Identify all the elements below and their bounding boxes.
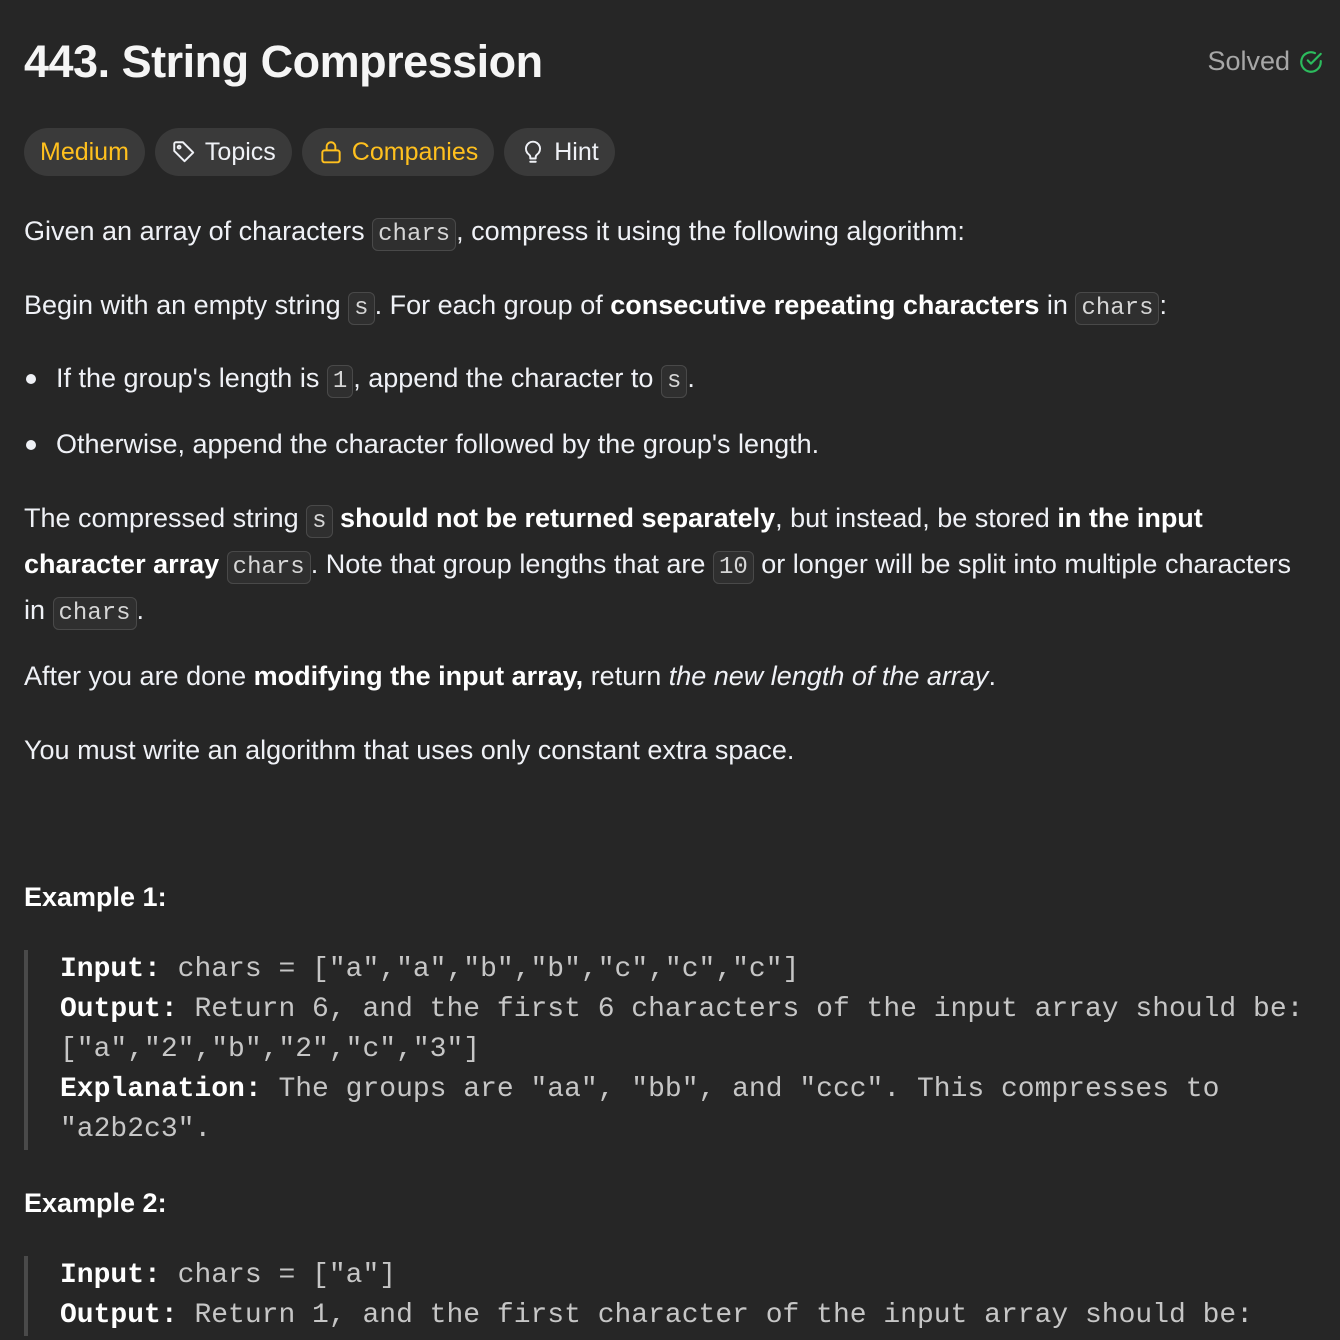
- text: .: [136, 595, 145, 625]
- inline-code: 1: [327, 365, 353, 398]
- italic-text: the new length of the array: [668, 661, 989, 691]
- input-label: Input:: [60, 954, 161, 985]
- text: or longer will be split into multiple characters in: [24, 549, 1291, 625]
- rules-list-item: [24, 356, 819, 400]
- hint-tag[interactable]: [504, 128, 614, 176]
- example-explanation-line: [60, 1070, 1320, 1110]
- text: , append the character to: [353, 363, 661, 393]
- text: Otherwise, append the character followed by the group's length.: [56, 429, 820, 459]
- companies-tag[interactable]: [302, 128, 494, 176]
- rules-list-item: [24, 422, 819, 466]
- description-paragraph-1: [24, 210, 1314, 256]
- input-value: chars = ["a"]: [177, 1260, 397, 1291]
- rules-list: [24, 356, 819, 488]
- description-paragraph-2: [24, 284, 1314, 330]
- lightbulb-icon: [520, 139, 546, 165]
- companies-label: Companies: [351, 137, 479, 166]
- output-label: Output:: [60, 1300, 178, 1331]
- solved-status: [1207, 46, 1324, 77]
- check-circle-icon: [1298, 49, 1324, 75]
- description-paragraph-4: [24, 655, 1314, 697]
- problem-title: 443. String Compression: [24, 36, 543, 87]
- difficulty-tag[interactable]: [24, 128, 145, 176]
- bold-text: modifying the input array,: [253, 661, 584, 691]
- example-1-block: [24, 950, 1320, 1150]
- inline-code: s: [348, 292, 374, 325]
- topics-tag[interactable]: [155, 128, 292, 176]
- inline-code: chars: [53, 597, 137, 630]
- example-output-line: [60, 1296, 1320, 1336]
- output-label: Output:: [60, 994, 178, 1025]
- text: The compressed string: [24, 503, 307, 533]
- example-input-line: [60, 950, 1320, 990]
- text: After you are done: [24, 661, 254, 691]
- text: return: [583, 661, 669, 691]
- text: in: [1039, 290, 1076, 320]
- text: .: [687, 363, 695, 393]
- bold-text: in the input character array: [24, 503, 1203, 579]
- output-value: Return 1, and the first character of the input array should be:: [194, 1300, 1254, 1331]
- inline-code: chars: [372, 218, 456, 251]
- text: :: [1159, 290, 1167, 320]
- hint-label: Hint: [554, 137, 599, 166]
- tag-icon: [171, 139, 197, 165]
- description-paragraph-3: [24, 497, 1314, 635]
- example-input-line: [60, 1256, 1320, 1296]
- example-1-heading: Example 1:: [24, 882, 167, 912]
- tag-bar: [24, 128, 615, 176]
- solved-label: Solved: [1207, 46, 1290, 76]
- topics-label: Topics: [204, 137, 276, 166]
- title-row: [24, 36, 1324, 96]
- text: If the group's length is: [56, 363, 327, 393]
- inline-code: chars: [1075, 292, 1159, 325]
- text: . For each group of: [374, 290, 611, 320]
- example-explanation-continuation: "a2b2c3".: [60, 1114, 212, 1145]
- input-value: chars = ["a","a","b","b","c","c","c"]: [177, 954, 800, 985]
- explanation-value: The groups are "aa", "bb", and "ccc". This compresses to: [278, 1074, 1220, 1105]
- example-output-continuation: ["a","2","b","2","c","3"]: [60, 1034, 481, 1065]
- text: , compress it using the following algorithm:: [456, 216, 965, 246]
- bold-text: should not be returned separately: [340, 503, 776, 533]
- text: . Note that group lengths that are: [310, 549, 713, 579]
- inline-code: s: [306, 505, 332, 538]
- text: , but instead, be stored: [775, 503, 1058, 533]
- inline-code: s: [661, 365, 687, 398]
- example-2-heading: Example 2:: [24, 1188, 167, 1218]
- inline-code: chars: [227, 551, 311, 584]
- inline-code: 10: [713, 551, 754, 584]
- bold-text: consecutive repeating characters: [610, 290, 1040, 320]
- description-paragraph-5: You must write an algorithm that uses only constant extra space.: [24, 735, 795, 765]
- text: Given an array of characters: [24, 216, 373, 246]
- example-output-line: [60, 990, 1320, 1030]
- example-2-block: [24, 1256, 1320, 1336]
- explanation-label: Explanation:: [60, 1074, 262, 1105]
- text: .: [988, 661, 996, 691]
- text: Begin with an empty string: [24, 290, 349, 320]
- difficulty-label: Medium: [40, 137, 129, 166]
- input-label: Input:: [60, 1260, 161, 1291]
- output-value: Return 6, and the first 6 characters of the input array should be:: [194, 994, 1304, 1025]
- lock-icon: [318, 139, 344, 165]
